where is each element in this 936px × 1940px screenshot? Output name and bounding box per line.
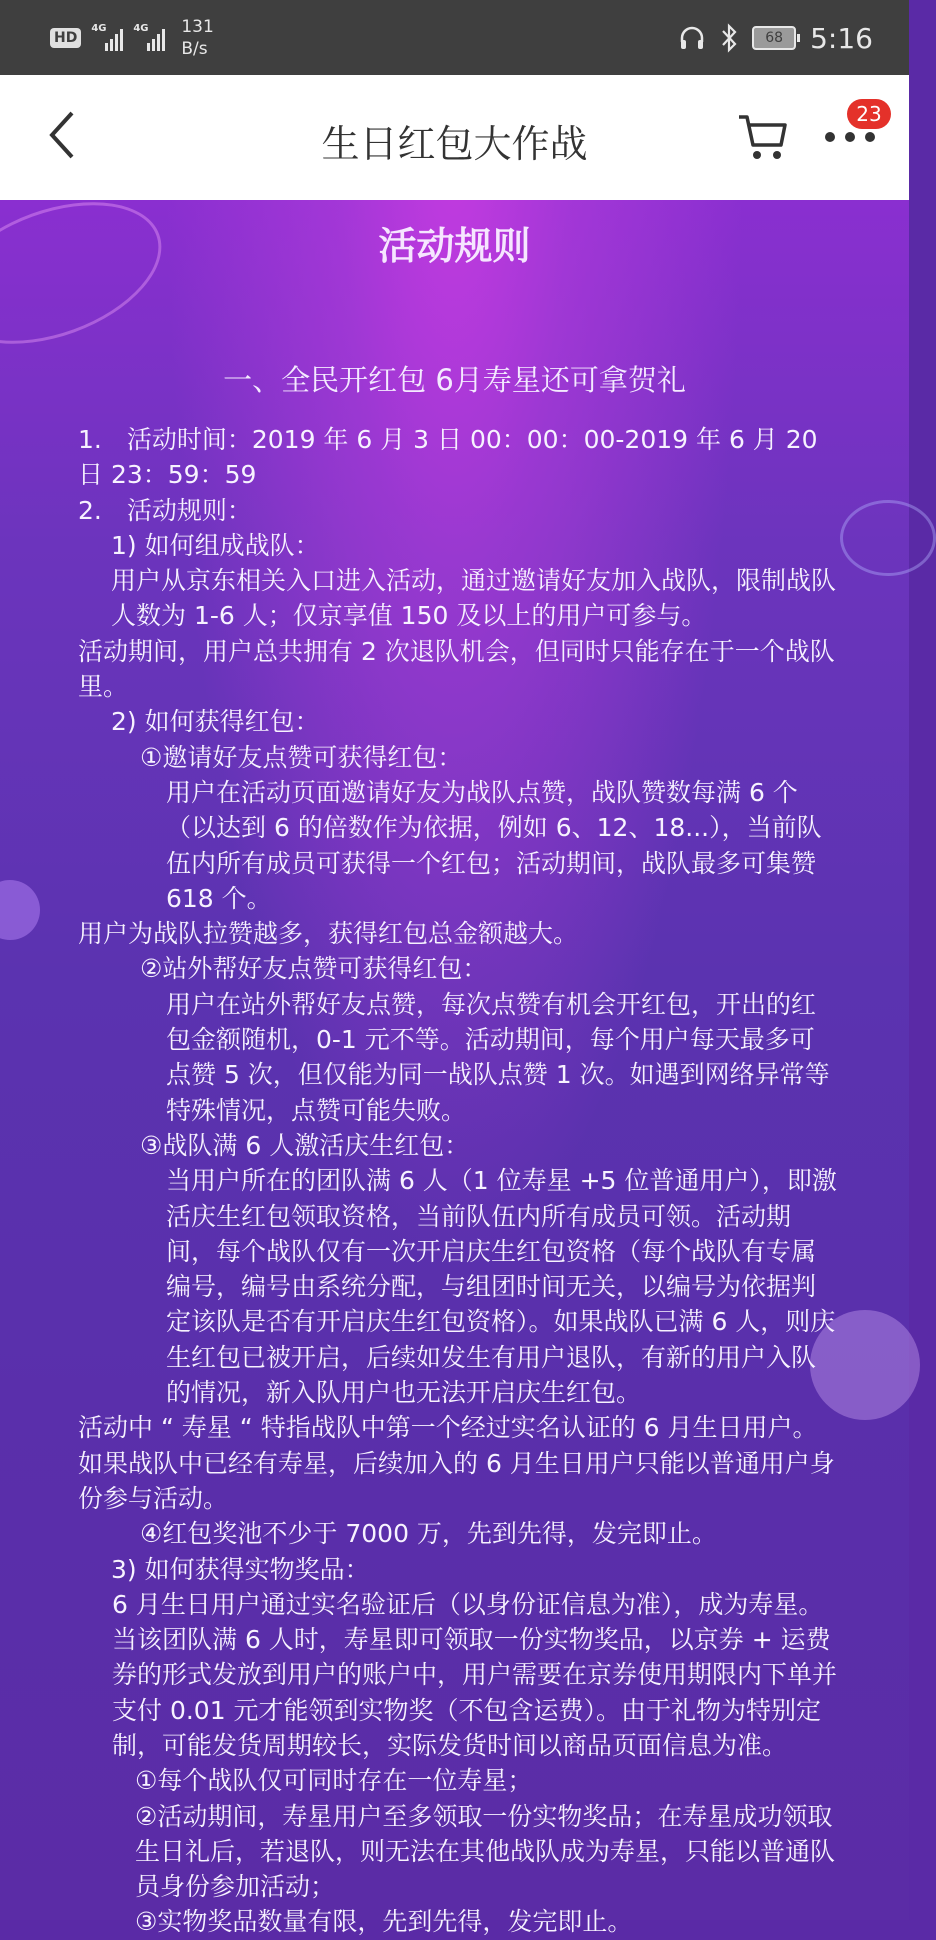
rule-offsite-like-text: 用户在站外帮好友点赞，每次点赞有机会开红包，开出的红包金额随机，0-1 元不等。活动期间，每个用户每天最多可点赞 5 次，但仅能为同一战队点赞 1 次。如遇到网络异常等特殊情况，点赞可能失败。 (166, 989, 830, 1125)
speed-value: 131 (181, 17, 214, 37)
rule-activity-time: 1. 活动时间：2019 年 6 月 3 日 00：00：00-2019 年 6 月 20 日 23：59：59 (78, 425, 818, 490)
signal-icon (91, 25, 123, 51)
rule-form-team-heading: 1) 如何组成战队： (111, 530, 320, 560)
rules-text (78, 422, 838, 1940)
decoration-ribbon-2 (840, 500, 936, 576)
network-speed (181, 16, 213, 60)
decoration-ribbon (0, 175, 181, 371)
rule-get-redpacket-heading: 2) 如何获得红包： (111, 707, 320, 737)
rule-one-star: ①每个战队仅可同时存在一位寿星； (135, 1766, 533, 1796)
page-title: 生日红包大作战 (321, 122, 588, 166)
decoration-balloon (0, 880, 40, 940)
cart-icon (735, 111, 791, 163)
rule-activity-rules: 2. 活动规则： (78, 495, 252, 525)
signal-icon-2 (133, 25, 165, 51)
message-count-badge: 23 (847, 99, 891, 129)
clock: 5:16 (810, 21, 873, 55)
rule-physical-prize-text: 6 月生日用户通过实名验证后（以身份证信息为准），成为寿星。当该团队满 6 人时，寿星即可领取一份实物奖品，以京券 + 运费券的形式发放到用户的账户中，用户需要在京券使用期限内下单并支付 0.01 元才能领到实物奖（不包含运费）。由于礼物为特别定制，可能发货周期较长，实际发货时间以商品页面信息为准。 (112, 1589, 838, 1760)
rule-birthday-star: 活动中 “ 寿星 “ 特指战队中第一个经过实名认证的 6 月生日用户。如果战队中已经有寿星，后续加入的 6 月生日用户只能以普通用户身份参与活动。 (78, 1413, 835, 1513)
headphones-icon (678, 24, 706, 52)
rule-limited-prizes: ③实物奖品数量有限，先到先得，发完即止。 (135, 1907, 633, 1937)
rule-physical-prize-heading: 3) 如何获得实物奖品： (111, 1554, 370, 1584)
status-right (678, 20, 873, 56)
speed-unit: B/s (181, 39, 208, 59)
status-bar (0, 0, 909, 75)
bluetooth-icon (720, 23, 738, 53)
rule-form-team-text: 用户从京东相关入口进入活动，通过邀请好友加入战队，限制战队人数为 1-6 人；仅京享值 150 及以上的用户可参与。 (111, 566, 837, 631)
nav-bar (0, 75, 909, 200)
cart-button[interactable] (735, 111, 791, 163)
network-type-label-2: 4G (133, 23, 149, 34)
rule-team-full-text: 当用户所在的团队满 6 人（1 位寿星 +5 位普通用户），即激活庆生红包领取资格，当前队伍内所有成员可领。活动期间，每个战队仅有一次开启庆生红包资格（每个战队有专属编号，编号由系统分配，与组团时间无关，以编号为依据判定该队是否有开启庆生红包资格）。如果战队已满 6 人，则庆生红包已被开启，后续如发生有用户退队，有新的用户入队的情况，新入队用户也无法开启庆生红包。 (166, 1166, 837, 1408)
rule-star-limit: ②活动期间，寿星用户至多领取一份实物奖品；在寿星成功领取生日礼后，若退队，则无法在其他战队成为寿星，只能以普通队员身份参加活动； (135, 1801, 836, 1902)
rule-invite-like-heading: ①邀请好友点赞可获得红包： (140, 742, 463, 772)
rule-invite-like-text: 用户在活动页面邀请好友为战队点赞，战队赞数每满 6 个（以达到 6 的倍数作为依据，例如 6、12、18...），当前队伍内所有成员可获得一个红包；活动期间，战队最多可集赞 618 个。 (166, 777, 822, 913)
rule-team-full-heading: ③战队满 6 人激活庆生红包： (140, 1130, 470, 1160)
battery-level: 68 (765, 30, 784, 46)
battery-icon (752, 26, 796, 50)
rule-more-likes: 用户为战队拉赞越多，获得红包总金额越大。 (78, 919, 579, 949)
network-type-label: 4G (91, 23, 107, 34)
section-title: 一、全民开红包 6月寿星还可拿贺礼 (223, 363, 686, 397)
rules-heading: 活动规则 (378, 224, 531, 268)
rules-content[interactable] (0, 200, 909, 1937)
hd-icon: HD (50, 28, 81, 48)
rule-offsite-like-heading: ②站外帮好友点赞可获得红包： (140, 954, 488, 984)
rule-quit-chances: 活动期间，用户总共拥有 2 次退队机会，但同时只能存在于一个战队里。 (78, 636, 835, 702)
rule-prize-pool: ④红包奖池不少于 7000 万，先到先得，发完即止。 (140, 1519, 717, 1549)
status-left (50, 18, 214, 58)
